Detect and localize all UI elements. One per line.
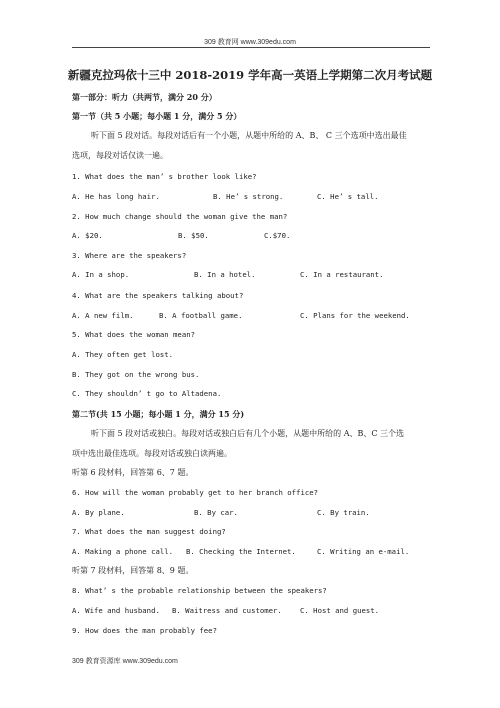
question-8: 8. What’ s the probable relationship between the speakers? <box>72 586 327 595</box>
q6-option-b: B. By car. <box>194 508 238 517</box>
q5-option-b: B. They got on the wrong bus. <box>72 370 200 379</box>
part1-heading: 第一部分：听力（共两节，满分 20 分） <box>72 92 217 102</box>
q3-option-a: A. In a shop. <box>72 270 130 279</box>
header-divider <box>72 47 430 48</box>
q1-option-b: B. He’ s strong. <box>213 192 284 201</box>
q2-option-c: C.$70. <box>264 231 291 240</box>
q4-option-c: C. Plans for the weekend. <box>300 311 410 320</box>
page-header: 309 教育网 www.309edu.com <box>204 39 296 46</box>
question-2: 2. How much change should the woman give the man? <box>72 212 288 221</box>
section2-heading: 第二节(共 15 小题；每小题 1 分，满分 15 分) <box>72 409 245 419</box>
q2-option-a: A. $20. <box>72 231 103 240</box>
q5-option-c: C. They shouldn’ t go to Altadena. <box>72 389 222 398</box>
question-5: 5. What does the woman mean? <box>72 330 196 339</box>
section1-instruction-line2: 选项，每段对话仅读一遍。 <box>72 151 168 160</box>
q1-option-a: A. He has long hair. <box>72 192 160 201</box>
q7-option-c: C. Writing an e-mail. <box>317 547 410 556</box>
material-7-note: 听第 7 段材料，回答第 8、9 题。 <box>72 566 194 575</box>
question-4: 4. What are the speakers talking about? <box>72 291 244 300</box>
q2-option-b: B. $50. <box>178 231 209 240</box>
q8-option-b: B. Waitress and customer. <box>172 606 282 615</box>
question-1: 1. What does the man’ s brother look like? <box>72 172 257 181</box>
q8-option-c: C. Host and guest. <box>300 606 380 615</box>
q4-option-b: B. A football game. <box>159 311 243 320</box>
question-3: 3. Where are the speakers? <box>72 251 187 260</box>
material-6-note: 听第 6 段材料，回答第 6、7 题。 <box>72 468 194 477</box>
q3-option-b: B. In a hotel. <box>194 270 256 279</box>
section1-heading: 第一节（共 5 小题；每小题 1 分，满分 5 分） <box>72 111 242 121</box>
section2-instruction-line2: 项中选出最佳选项。每段对话或独白读两遍。 <box>72 449 232 458</box>
q3-option-c: C. In a restaurant. <box>300 270 384 279</box>
q4-option-a: A. A new film. <box>72 311 134 320</box>
q7-option-b: B. Checking the Internet. <box>186 547 296 556</box>
question-9: 9. How does the man probably fee? <box>72 626 217 635</box>
q1-option-c: C. He’ s tall. <box>317 192 379 201</box>
q6-option-a: A. By plane. <box>72 508 125 517</box>
q6-option-c: C. By train. <box>317 508 370 517</box>
question-7: 7. What does the man suggest doing? <box>72 527 226 536</box>
section2-instruction-line1: 听下面 5 段对话或独白。每段对话或独白后有几个小题，从题中所给的 A、B、C 三个选 <box>91 429 405 438</box>
section1-instruction-line1: 听下面 5 段对话。每段对话后有一个小题，从题中所给的 A、B、 C 三个选项中选出最佳 <box>91 131 407 140</box>
page-footer: 309 教育资源库 www.309edu.com <box>72 658 178 665</box>
q7-option-a: A. Making a phone call. <box>72 547 174 556</box>
question-6: 6. How will the woman probably get to her branch office? <box>72 488 319 497</box>
q8-option-a: A. Wife and husband. <box>72 606 160 615</box>
exam-title: 新疆克拉玛依十三中 2018-2019 学年高一英语上学期第二次月考试题 <box>67 68 433 82</box>
q5-option-a: A. They often get lost. <box>72 350 174 359</box>
